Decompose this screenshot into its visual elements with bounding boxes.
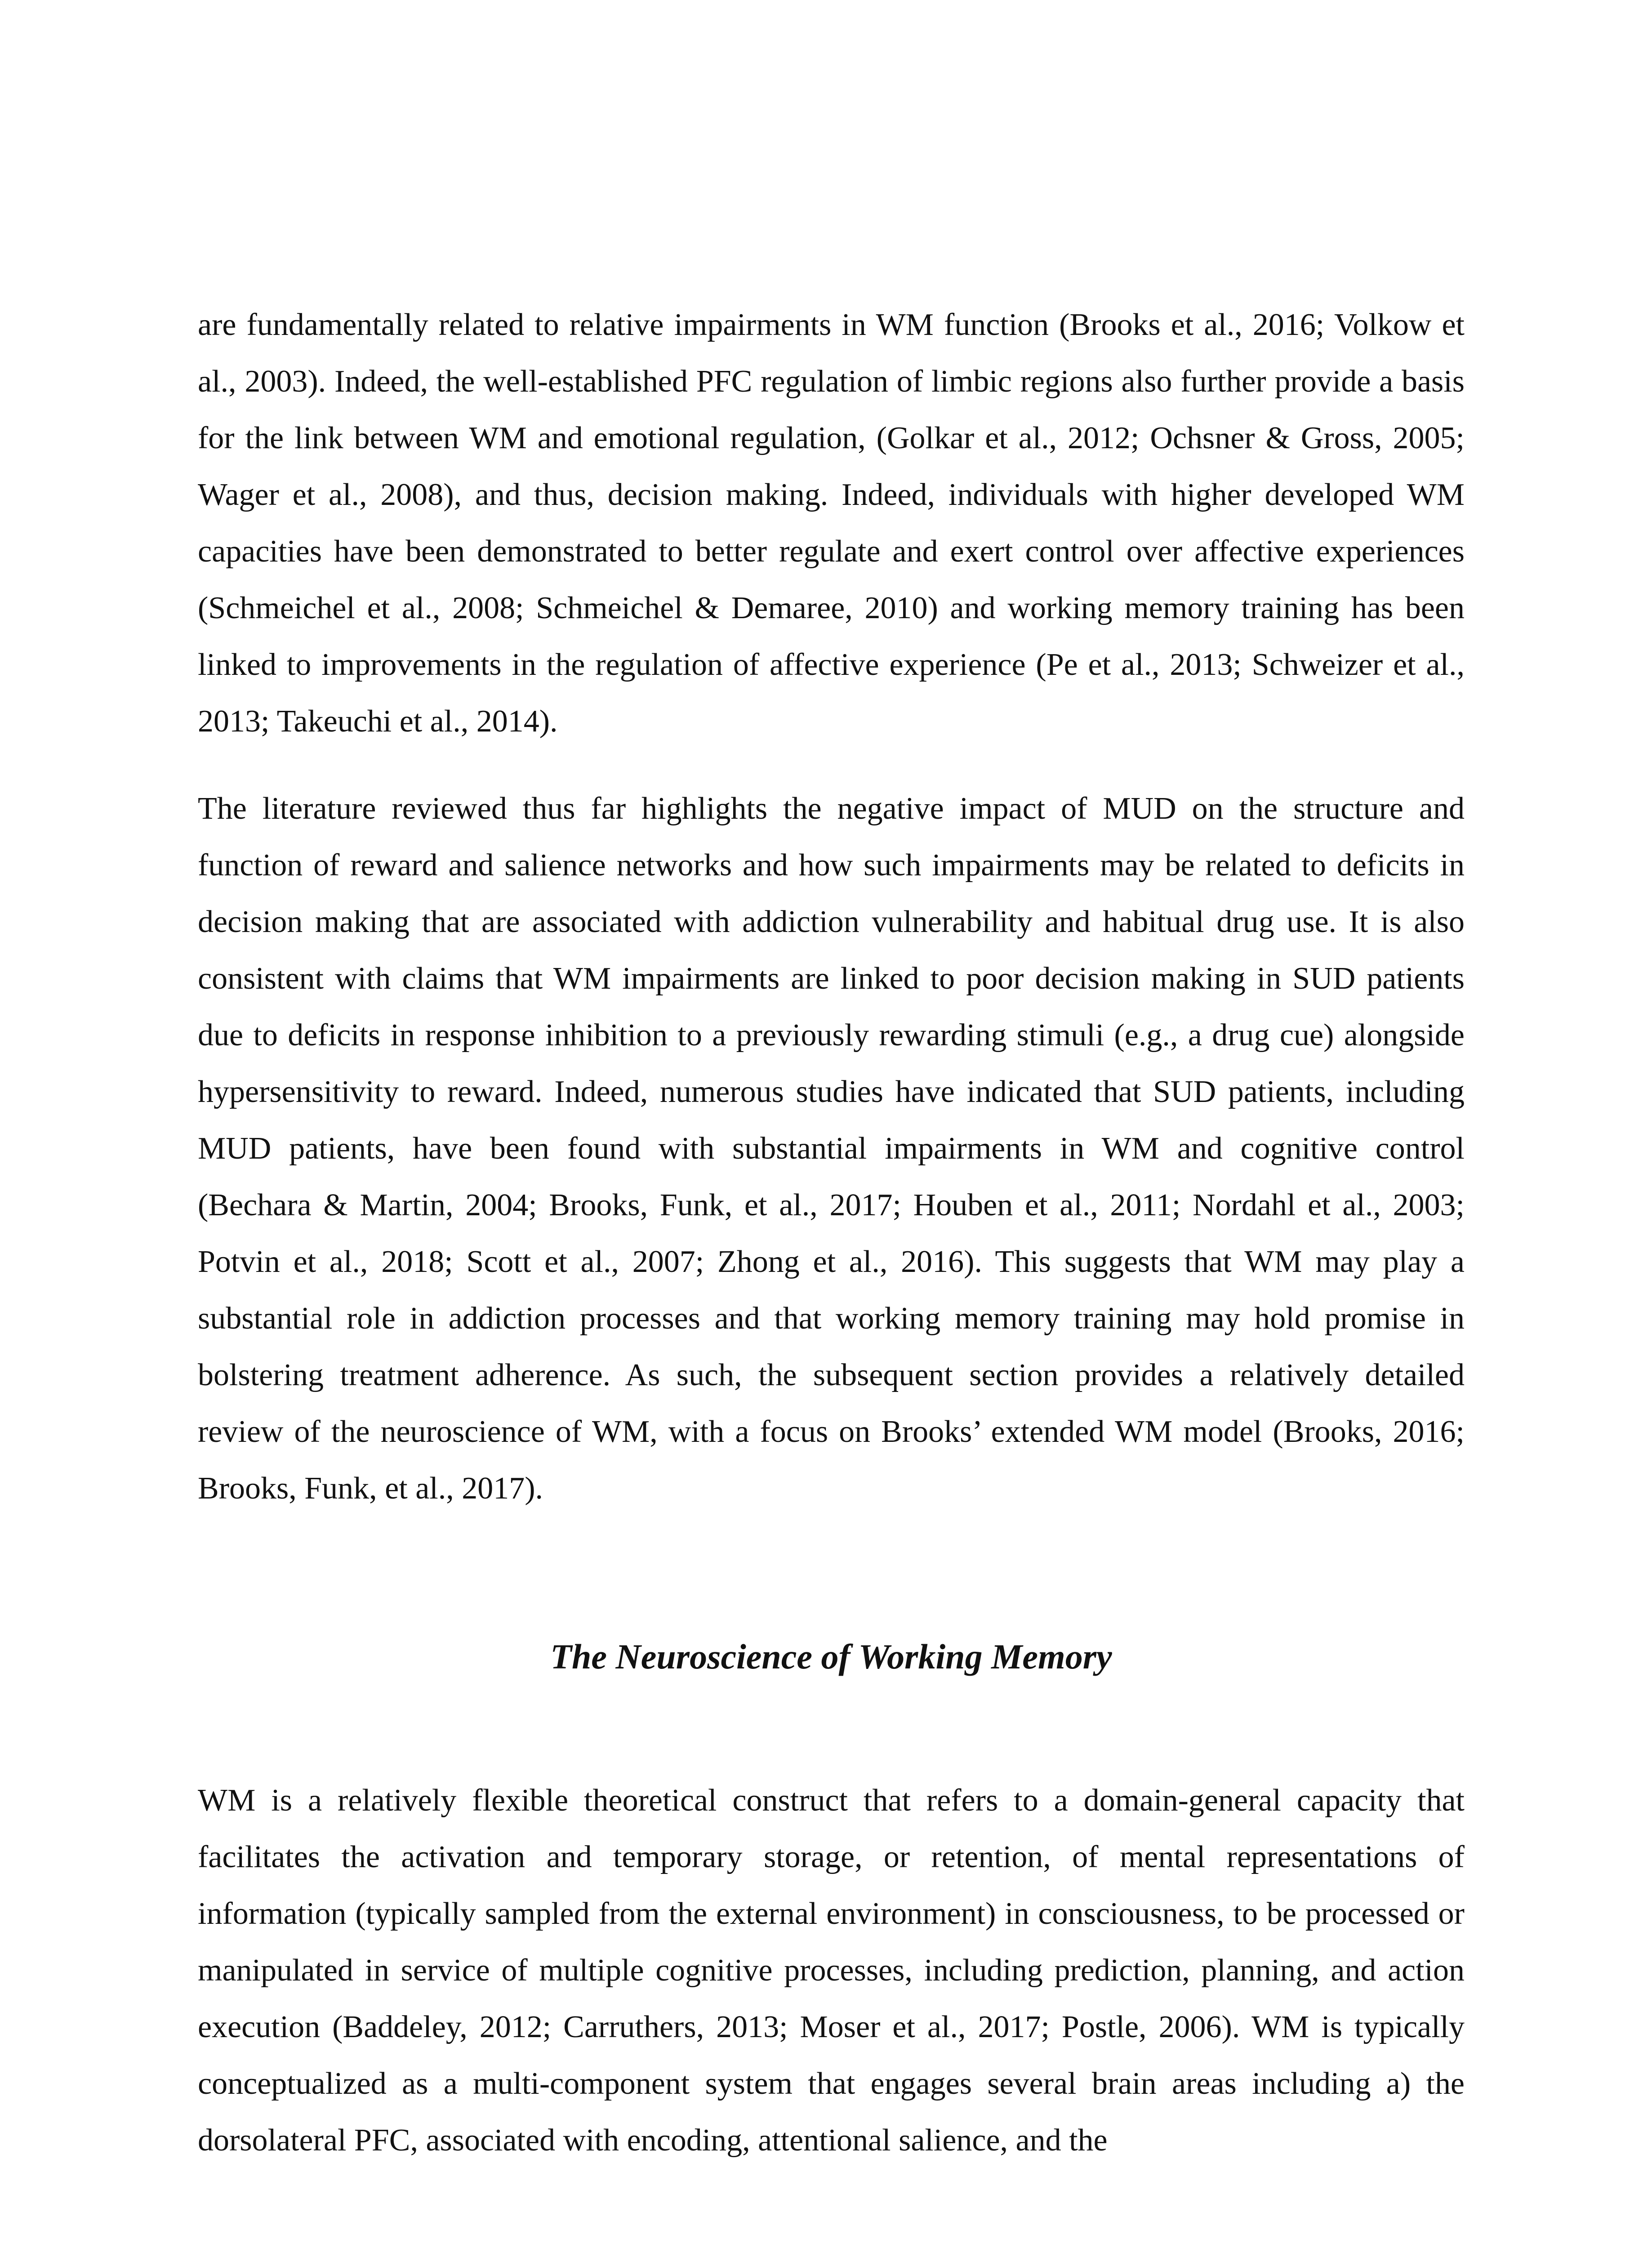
section-heading: The Neuroscience of Working Memory (550, 1637, 1112, 1676)
body-paragraph-3: WM is a relatively flexible theoretical construct that refers to a domain-general capacity that facilitates the activation and temporary storage, or retention, of mental representations of information (typically sampled from the external environment) in consciousness, to be processed or manipulated in service of multiple cognitive processes, including prediction, planning, and action execution (Baddeley, 2012; Carruthers, 2013; Moser et al., 2017; Postle, 2006). WM is typically conceptualized as a multi-component system that engages several brain areas including a) the dorsolateral PFC, associated with encoding, attentional salience, and the (198, 1783, 1465, 2158)
body-paragraph-1: are fundamentally related to relative impairments in WM function (Brooks et al., 2016; Volkow et al., 2003). Indeed, the well-established PFC regulation of limbic regions also further provide a basis for the link between WM and emotional regulation, (Golkar et al., 2012; Ochsner & Gross, 2005; Wager et al., 2008), and thus, decision making. Indeed, individuals with higher developed WM capacities have been demonstrated to better regulate and exert control over affective experiences (Schmeichel et al., 2008; Schmeichel & Demaree, 2010) and working memory training has been linked to improvements in the regulation of affective experience (Pe et al., 2013; Schweizer et al., 2013; Takeuchi et al., 2014). (198, 308, 1465, 739)
body-paragraph-2: The literature reviewed thus far highlights the negative impact of MUD on the structure and function of reward and salience networks and how such impairments may be related to deficits in decision making that are associated with addiction vulnerability and habitual drug use. It is also consistent with claims that WM impairments are linked to poor decision making in SUD patients due to deficits in response inhibition to a previously rewarding stimuli (e.g., a drug cue) alongside hypersensitivity to reward. Indeed, numerous studies have indicated that SUD patients, including MUD patients, have been found with substantial impairments in WM and cognitive control (Bechara & Martin, 2004; Brooks, Funk, et al., 2017; Houben et al., 2011; Nordahl et al., 2003; Potvin et al., 2018; Scott et al., 2007; Zhong et al., 2016). This suggests that WM may play a substantial role in addiction processes and that working memory training may hold promise in bolstering treatment adherence. As such, the subsequent section provides a relatively detailed review of the neuroscience of WM, with a focus on Brooks’ extended WM model (Brooks, 2016; Brooks, Funk, et al., 2017). (198, 791, 1465, 1506)
